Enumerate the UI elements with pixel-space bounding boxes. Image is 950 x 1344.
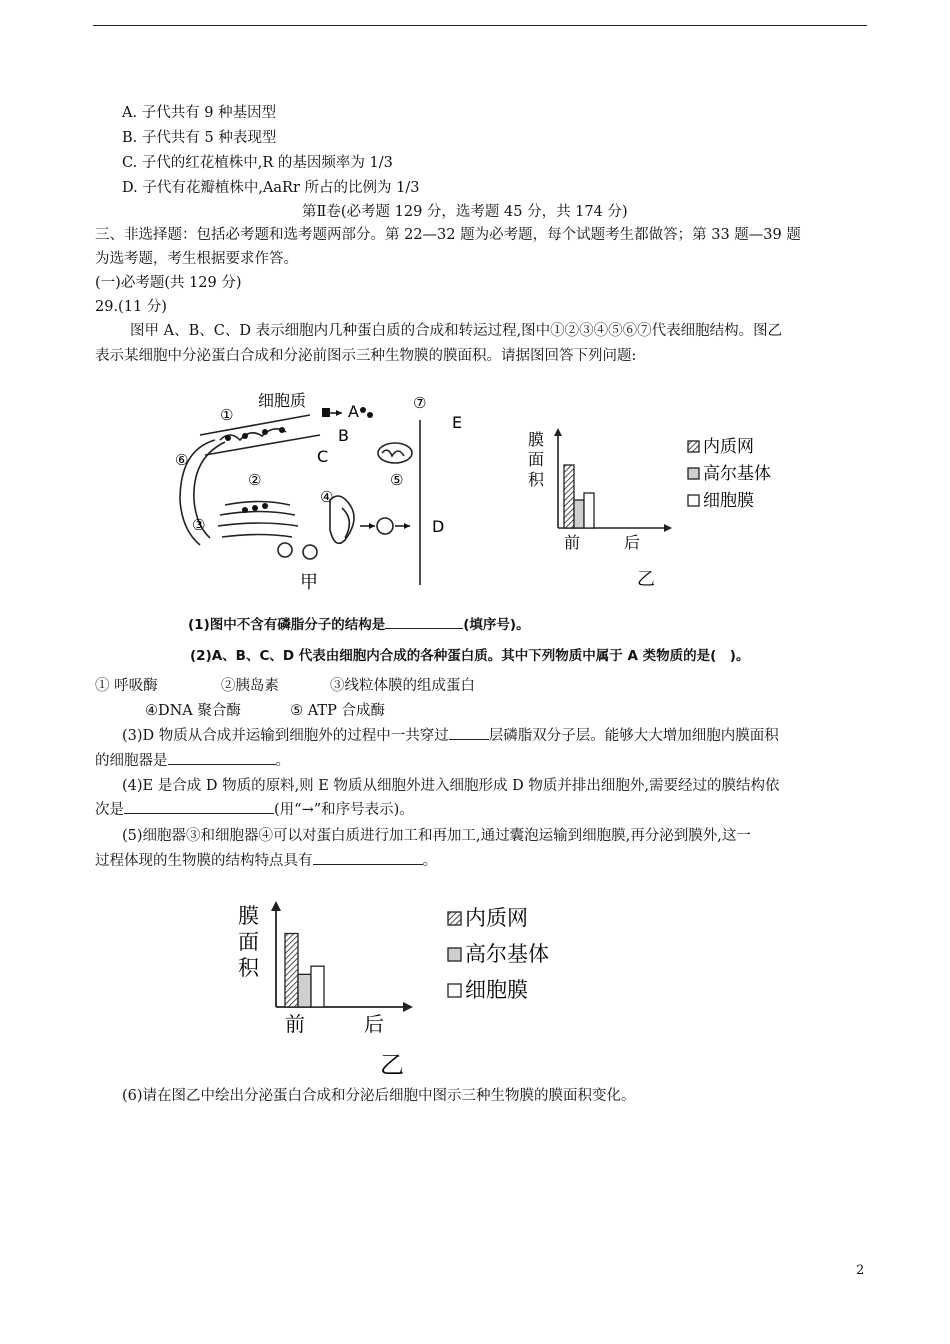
golgi-cisterna xyxy=(218,523,298,526)
choice-4: ④DNA 聚合酶 xyxy=(145,703,241,719)
bar-细胞膜 xyxy=(311,966,324,1007)
question-6: (6)请在图乙中绘出分泌蛋白合成和分泌后细胞中图示三种生物膜的膜面积变化。 xyxy=(122,1088,636,1104)
legend-swatch xyxy=(688,441,699,452)
bar-细胞膜 xyxy=(584,493,594,528)
marker-7: ⑦ xyxy=(413,394,427,412)
figure-jia xyxy=(170,380,490,595)
answer-blank-3b[interactable] xyxy=(168,750,276,765)
cytoplasm-label: 细胞质 xyxy=(258,391,307,410)
answer-blank-5[interactable] xyxy=(313,850,423,865)
protein-c-label: C xyxy=(317,447,329,466)
protein-d-label: D xyxy=(432,517,445,536)
x-label-after: 后 xyxy=(364,1012,384,1036)
bar-内质网 xyxy=(564,465,574,528)
legend-label: 高尔基体 xyxy=(465,942,549,966)
ylabel-char: 积 xyxy=(528,470,545,489)
question-5-line-1: (5)细胞器③和细胞器④可以对蛋白质进行加工和再加工,通过囊泡运输到细胞膜,再分泌到膜外,这一 xyxy=(122,828,751,844)
instruction-line-2: 为选考题，考生根据要求作答。 xyxy=(95,251,298,267)
vesicle xyxy=(303,545,317,559)
legend-top xyxy=(688,437,771,511)
figure-yi-bottom xyxy=(230,895,590,1080)
secretory-vesicle xyxy=(377,518,393,534)
legend-label: 高尔基体 xyxy=(703,464,771,484)
page-number: 2 xyxy=(856,1263,865,1278)
marker-1: ① xyxy=(220,406,234,424)
bar-高尔基体 xyxy=(298,974,311,1007)
question-1: (1)图中不含有磷脂分子的结构是 (填序号)。 xyxy=(188,614,530,636)
figure-jia-caption: 甲 xyxy=(300,572,318,593)
legend-label: 内质网 xyxy=(465,906,528,930)
answer-blank-1[interactable] xyxy=(385,614,463,629)
question-3-line-2: 的细胞器是 。 xyxy=(95,750,290,772)
figure-yi-caption: 乙 xyxy=(380,1051,404,1079)
marker-6: ⑥ xyxy=(175,451,189,469)
legend-swatch xyxy=(688,468,699,479)
ylabel-char: 面 xyxy=(238,930,259,954)
question-4-line-2: 次是 (用“→”和序号表示)。 xyxy=(95,799,414,821)
answer-blank-3a[interactable] xyxy=(449,725,489,740)
choice-5: ⑤ ATP 合成酶 xyxy=(290,703,385,719)
choice-3: ③线粒体膜的组成蛋白 xyxy=(330,678,476,694)
instruction-line-1: 三、非选择题：包括必考题和选考题两部分。第 22—32 题为必考题，每个试题考生都做答；第 33 题—39 题 xyxy=(95,227,801,243)
legend-swatch xyxy=(688,495,699,506)
choices-row-1 xyxy=(95,675,475,697)
legend-label: 内质网 xyxy=(703,437,754,457)
protein-a-label: A xyxy=(348,402,359,421)
choices-row-2 xyxy=(145,700,385,722)
bar-group-top xyxy=(564,465,594,528)
intro-line-1: 图甲 A、B、C、D 表示细胞内几种蛋白质的合成和转运过程,图中①②③④⑤⑥⑦代表细胞结构。图乙 xyxy=(130,323,783,339)
marker-3: ③ xyxy=(192,516,206,534)
marker-4: ④ xyxy=(320,488,334,506)
option-b: B. 子代共有 5 种表现型 xyxy=(122,130,277,146)
rough-er-line xyxy=(200,415,310,435)
marker-2: ② xyxy=(248,471,262,489)
question-number: 29.(11 分) xyxy=(95,299,167,315)
protein-b-label: B xyxy=(338,426,349,445)
option-c: C. 子代的红花植株中,R 的基因频率为 1/3 xyxy=(122,155,393,171)
bar-高尔基体 xyxy=(574,500,584,528)
legend-swatch xyxy=(448,984,461,997)
bar-group-bottom xyxy=(285,934,324,1008)
substance-e-label: E xyxy=(452,413,463,432)
golgi-inner xyxy=(342,508,349,538)
question-2: (2)A、B、C、D 代表由细胞内合成的各种蛋白质。其中下列物质中属于 A 类物质的是( )。 xyxy=(190,648,750,664)
subsection-title: (一)必考题(共 129 分) xyxy=(95,275,242,291)
legend-label: 细胞膜 xyxy=(465,978,528,1002)
figure-yi-top xyxy=(520,420,800,590)
question-5-line-2: 过程体现的生物膜的结构特点具有 。 xyxy=(95,850,437,872)
ylabel-char: 面 xyxy=(528,450,545,469)
bar-内质网 xyxy=(285,934,298,1008)
legend-label: 细胞膜 xyxy=(703,491,754,511)
golgi-cisterna xyxy=(220,512,295,516)
header-rule xyxy=(93,25,867,26)
legend-swatch xyxy=(448,912,461,925)
figure-yi-caption: 乙 xyxy=(637,569,655,590)
mitochondrion-cristae xyxy=(382,450,404,456)
question-4-line-1: (4)E 是合成 D 物质的原料,则 E 物质从细胞外进入细胞形成 D 物质并排出细胞外,需要经过的膜结构依 xyxy=(122,778,780,794)
x-label-after: 后 xyxy=(624,533,641,552)
ylabel-char: 积 xyxy=(238,956,259,980)
legend-swatch xyxy=(448,948,461,961)
intro-line-2: 表示某细胞中分泌蛋白合成和分泌前图示三种生物膜的膜面积。请据图回答下列问题: xyxy=(95,348,637,364)
vesicle xyxy=(278,543,292,557)
golgi-apparatus xyxy=(330,496,354,543)
option-a: A. 子代共有 9 种基因型 xyxy=(122,105,277,121)
golgi-cisterna xyxy=(225,502,290,506)
legend-bottom xyxy=(448,906,549,1002)
x-label-before: 前 xyxy=(564,533,581,552)
golgi-cisterna xyxy=(222,535,292,538)
protein-b-block xyxy=(322,408,330,417)
choice-2: ②胰岛素 xyxy=(220,678,279,694)
section-title: 第Ⅱ卷(必考题 129 分，选考题 45 分，共 174 分) xyxy=(302,204,628,220)
option-d: D. 子代有花瓣植株中,AaRr 所占的比例为 1/3 xyxy=(122,180,420,196)
choice-1: ① 呼吸酶 xyxy=(95,678,158,694)
answer-blank-4[interactable] xyxy=(124,799,274,814)
ylabel-char: 膜 xyxy=(528,430,545,449)
question-3-line-1: (3)D 物质从合成并运输到细胞外的过程中一共穿过 层磷脂双分子层。能够大大增加细胞内膜面积 xyxy=(122,725,779,747)
ylabel-char: 膜 xyxy=(238,904,259,928)
marker-5: ⑤ xyxy=(390,471,404,489)
x-label-before: 前 xyxy=(285,1012,305,1036)
